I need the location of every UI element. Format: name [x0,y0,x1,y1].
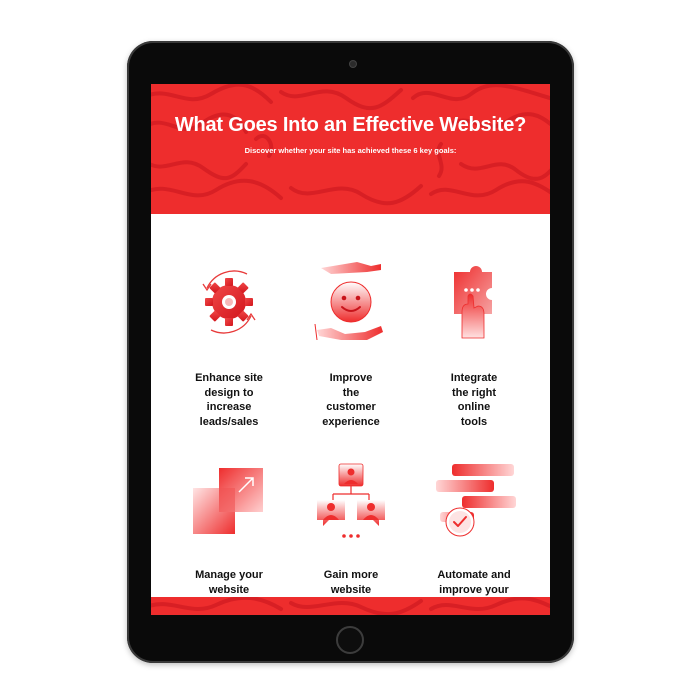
page-subtitle: Discover whether your site has achieved these 6 key goals: [244,146,457,155]
footer-banner [151,597,550,615]
goal-label-1: Enhance site design to increase leads/sales [195,372,263,428]
gear-icon [189,262,269,342]
home-button[interactable] [336,626,364,654]
goal-label-4: Manage your website [195,569,263,596]
goal-label-2: Improve the customer experience [322,372,380,428]
chat-check-icon [434,460,518,544]
header-banner [151,84,550,214]
goal-label-5: Gain more website [323,569,379,596]
goal-label-6: Automate and improve your [437,569,511,596]
page-title: What Goes Into an Effective Website? [174,114,527,136]
users-network-icon [311,460,391,544]
overlapping-squares-icon [189,462,269,542]
puzzle-hand-icon [434,260,514,344]
camera-lens [350,61,356,67]
tablet-device [127,41,574,663]
goal-label-3: Integrate the right online tools [450,372,498,428]
footer-squiggle-pattern [151,597,550,615]
smiley-hands-icon [311,260,391,344]
tablet-screen [151,84,550,615]
